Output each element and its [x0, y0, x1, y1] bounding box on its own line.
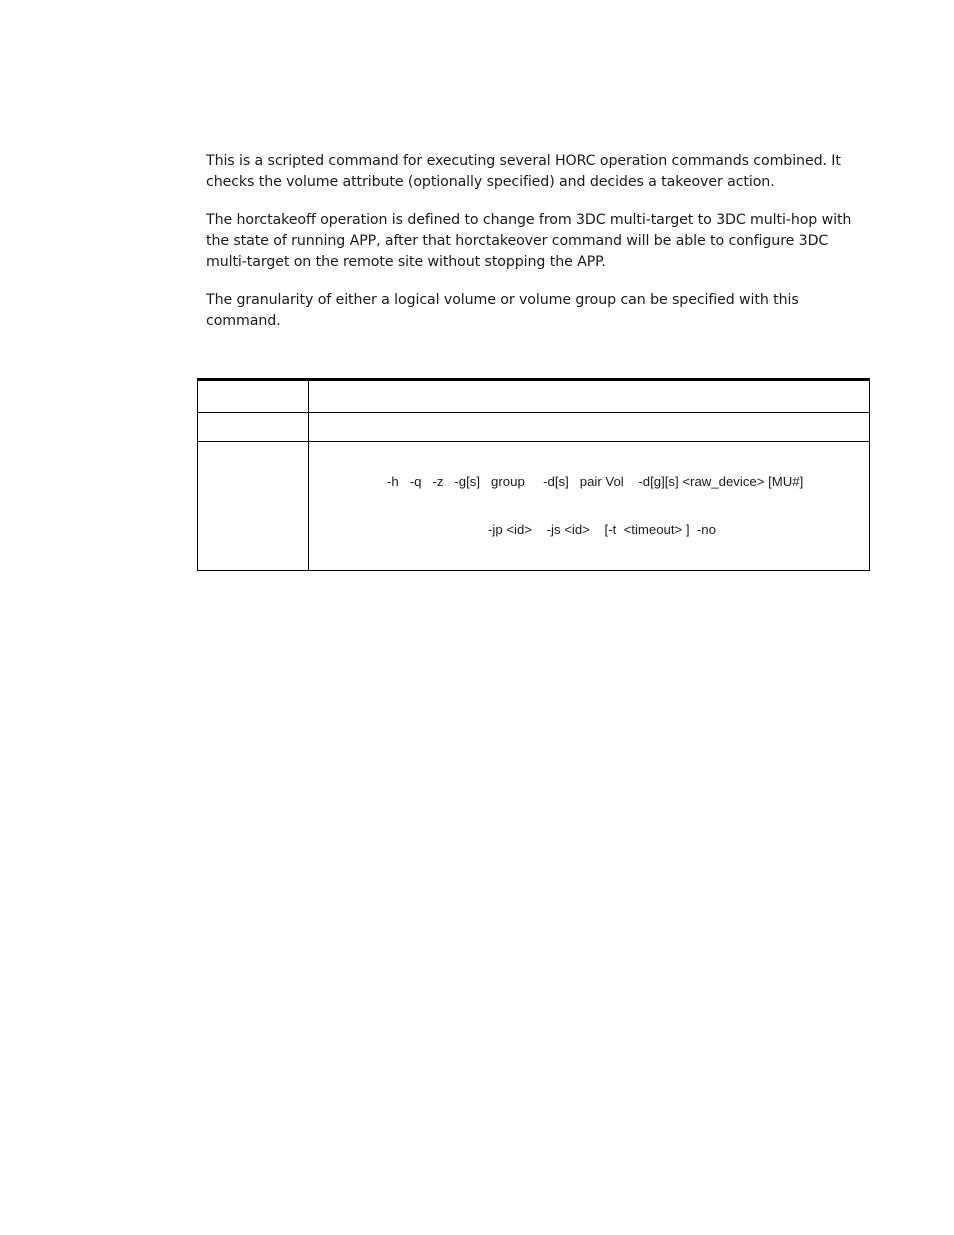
table-row: [198, 380, 870, 413]
description-section: [206, 151, 866, 349]
table-cell-value: [309, 413, 870, 442]
table-row: [198, 442, 870, 571]
table-cell-label: [198, 413, 309, 442]
description-paragraph-3: The granularity of either a logical volume or volume group can be specified with this command.: [206, 292, 799, 329]
table-row: [198, 413, 870, 442]
table-cell-label: [198, 380, 309, 413]
description-paragraph-1: This is a scripted command for executing several HORC operation commands combined. It checks the volume attribute (optionally specified) and decides a takeover action.: [206, 153, 841, 190]
syntax-line-1: -h -q -z -g[s] group -d[s] pair Vol -d[g][s] <raw_device> [MU#]: [387, 474, 804, 489]
command-syntax-table: [197, 378, 870, 571]
table-cell-label: [198, 442, 309, 571]
description-paragraph-2: The horctakeoff operation is defined to change from 3DC multi-target to 3DC multi-hop with the state of running APP, after that horctakeover command will be able to configure 3DC multi-target on the remote site without stopping the APP.: [206, 212, 852, 270]
table-cell-value: [309, 380, 870, 413]
syntax-line-2: -jp <id> -js <id> [-t <timeout> ] -no: [488, 522, 716, 537]
command-syntax-cell: [309, 442, 870, 571]
